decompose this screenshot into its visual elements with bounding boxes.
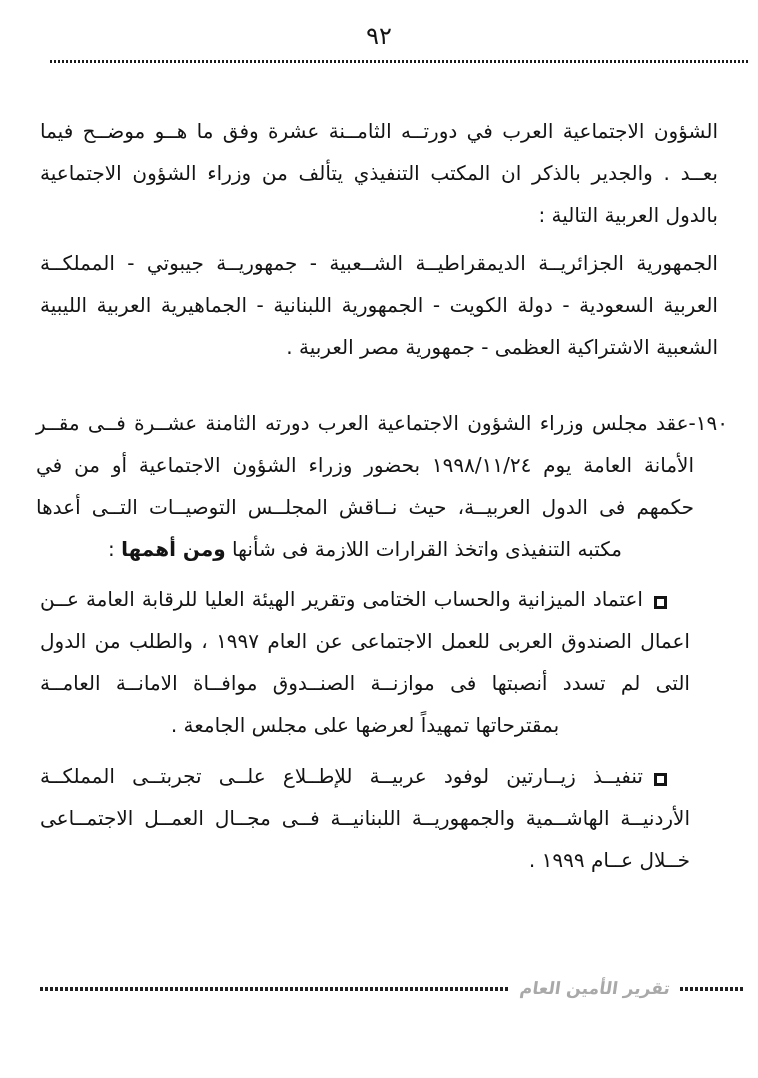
header-divider [50,60,750,63]
bullet-text: تنفيــذ زيــارتين لوفود عربيــة للإطــلاع علــى تجربتــى المملكــة الأردنيــة الهاشــمية والجمهوريــة اللبنانيــة فــى مجــال العمــل الاجتمــاعى خــلال عــام ١٩٩٩ . [40,764,690,872]
footer-divider-right [680,987,744,991]
page-footer [40,972,744,1006]
numbered-item-190 [36,402,728,570]
page-number: ٩٢ [366,22,392,50]
bullet-text: اعتماد الميزانية والحساب الختامى وتقرير الهيئة العليا للرقابة العامة عــن اعمال الصندوق العربى للعمل الاجتماعى عن العام ١٩٩٧ ، والطلب من الدول التى لم تسدد أنصبتها فى موازنــة الصنــدوق موافــاة الامانــة العامــة بمقترحاتها تمهيداً لعرضها على مجلس الجامعة . [40,587,690,737]
paragraph-countries: الجمهورية الجزائريــة الديمقراطيــة الشــعبية - جمهوريــة جيبوتي - المملكــة العربية السعودية - دولة الكويت - الجمهورية اللبنانية - الجماهيرية العربية الليبية الشعبية الاشتراكية العظمى - جمهورية مصر العربية . [40,251,718,359]
hollow-square-bullet-icon [654,596,667,609]
hollow-square-bullet-icon [654,773,667,786]
item-190-number: ١٩٠- [688,411,728,435]
paragraph-intro: الشؤون الاجتماعية العرب في دورتــه الثامــنة عشرة وفق ما هــو موضــح فيما بعــد . والجدير بالذكر ان المكتب التنفيذي يتألف من وزراء الشؤون الاجتماعية بالدول العربية التالية : [40,119,718,227]
item-190-text: عقد مجلس وزراء الشؤون الاجتماعية العرب دورته الثامنة عشــرة فــى مقــر الأمانة العامة يوم ١٩٩٨/١١/٢٤ بحضور وزراء الشؤون الاجتماعية أو من في حكمهم فى الدول العربيــة، حيث نــاقش المجلــس التوصيــات التــى أعدها مكتبه التنفيذى واتخذ القرارات اللازمة فى شأنها [36,411,694,561]
footer-divider-left [40,987,510,991]
item-190-bold-text: ومن أهمها [121,537,226,561]
item-190-suffix: : [107,537,122,561]
footer-inscription: تقرير الأمين العام [518,979,672,999]
bullet-item-visits [40,755,690,881]
bullet-item-budget [40,578,690,746]
